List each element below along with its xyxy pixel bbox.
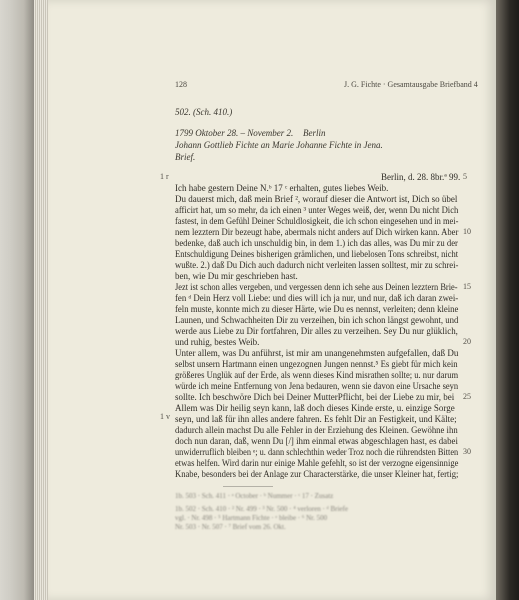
book-page (48, 0, 496, 600)
page-stack-edges (34, 0, 48, 600)
text-line: selbst unsern Hartmann einen ungezognen Jungen nennst.⁵ Es giebt für mich kein (175, 359, 458, 369)
book-gutter-shadow (496, 0, 519, 600)
text-line: nem lezztern Dir bezeugt habe, abermals nicht anders auf Dich wirken kann. Aber (175, 227, 459, 237)
text-line: dadurch allein machst Du alle Fehler in der Erziehung des Kleinen. Gewöhne ihn (175, 425, 458, 435)
folio-mark-verso: 1 v (160, 412, 170, 421)
text-line: werde aus Liebe zu Dir fortfahren, Dir alles zu verzeihen. Sey Du nur glüklich, (175, 326, 458, 336)
text-line: Jezt ist schon alles vergeben, und vergessen denn ich sehe aus Deinen lezztern Brie- (175, 282, 458, 292)
text-line: würde ich meine Entfernung von Jena bedauren, wenn sie davon eine Ursache seyn (175, 381, 459, 391)
text-line: größeres Unglük auf der Erde, als wenn dieses Kind misrathen sollte; u. nur darum (175, 370, 459, 380)
line-number: 5 (463, 172, 467, 181)
line-number: 30 (463, 447, 471, 456)
running-title: J. G. Fichte · Gesamtausgabe Briefband 4 (344, 80, 478, 89)
text-line: doch nun daran, daß, wenn Du [/] ihm einmal etwas abgeschlagen hast, es dabei (175, 436, 458, 446)
dateline: Berlin, d. 28. 8br.ª 99. (381, 172, 461, 182)
text-line: wußte. 2.) daß Du Dich auch dadurch nicht verleiten lassen solltest, mir zu schrei- (175, 260, 459, 270)
text-line: bedenke, daß auch ich unschuldig bin, in dem 1.) ich das alles, was Du mir zu der (175, 238, 458, 248)
letter-number: 502. (Sch. 410.) (175, 107, 233, 117)
line-number: 25 (463, 392, 471, 401)
text-line: sollte. Ich beschwöre Dich bei Deiner MutterPflicht, bei der Liebe zu mir, bei (175, 392, 455, 402)
text-line: und ruhig, bestes Weib. (175, 337, 260, 347)
book-spine-shadow (0, 0, 34, 600)
text-line: fen ᵈ Dein Herz voll Liebe: und dies will ich ja nur, und nur, daß ich daran zwei- (175, 293, 459, 303)
apparatus-line: 1b. 503 ‧ Sch. 411 ‧ ᵃ October · ᵇ Nummer · ᶜ 17 ‧ Zusatz (175, 492, 334, 500)
text-line: Allem was Dir heilig seyn kann, laß doch dieses Kinde erste, u. einzige Sorge (175, 403, 455, 413)
line-number: 15 (463, 282, 471, 291)
line-number: 10 (463, 227, 471, 236)
letter-correspondents: Johann Gottlieb Fichte an Marie Johanne Fichte in Jena. (175, 140, 383, 150)
letter-place: Berlin (303, 128, 326, 138)
apparatus-line: vgl. ‧ Nr. 498 ‧ ⁵ Hartmann Fichte · ᵉ bleibe · ⁶ Nr. 500 (175, 514, 328, 522)
letter-date: 1799 Oktober 28. – November 2. (175, 128, 294, 138)
text-line: unwiderruflich bleiben ᵉ; u. dann schlechthin weder Troz noch die rührendsten Bitten (175, 447, 459, 457)
text-line: Unter allem, was Du anführst, ist mir am unangenehmsten aufgefallen, daß Du (175, 348, 459, 358)
text-line: feln muste, konnte mich zu dieser Härte, wie Du es nennst, verleiten; denn kleine (175, 304, 459, 314)
text-line: fastest, in dem Gefühl Deiner Schuldlosigkeit, die ich schon eingesehen und in mei- (175, 216, 459, 226)
line-number: 20 (463, 337, 471, 346)
apparatus-line: 1b. 502 ‧ Sch. 410 ‧ ² Nr. 499 ‧ ³ Nr. 500 · ⁴ verloren · ᵈ Briefe (175, 505, 348, 513)
text-line: Knabe, besonders bei der Anlage zur Characterstärke, die unser Kleiner hat, fertig; (175, 469, 459, 479)
folio-mark-recto: 1 r (160, 172, 169, 181)
text-line: Du dauerst mich, daß mein Brief ², worauf dieser die Antwort ist, Dich so übel (175, 194, 458, 204)
text-line: ben, wie Du mir geschrieben hast. (175, 271, 298, 281)
text-line: Entschuldigung Deines bisherigen grämlichen, und liebelosen Tons schreibst, nicht (175, 249, 459, 259)
apparatus-rule (223, 486, 273, 487)
text-line: afficirt hat, um so mehr, da ich einen ³ unter Weges weiß, der, wenn Du nicht Dich (175, 205, 459, 215)
apparatus-line: Nr. 503 ‧ Nr. 507 ‧ ⁷ Brief vom 26. Okt. (175, 523, 286, 531)
letter-kind: Brief. (175, 152, 196, 162)
text-line: Launen, und Schwachheiten Dir zu verzeihen, bin ich schon längst gewohnt, und (175, 315, 459, 325)
page-number: 128 (175, 80, 187, 89)
text-line: seyn, und laß für ihn alles andere fahren. Es fehlt Dir an Festigkeit, und Kälte; (175, 414, 457, 424)
text-line: etwas helfen. Wird darin nur einige Mahle gefehlt, so ist der verzogne eigensinnige (175, 458, 459, 468)
text-line: Ich habe gestern Deine N.ᵇ 17 ᶜ erhalten, gutes liebes Weib. (175, 183, 389, 193)
